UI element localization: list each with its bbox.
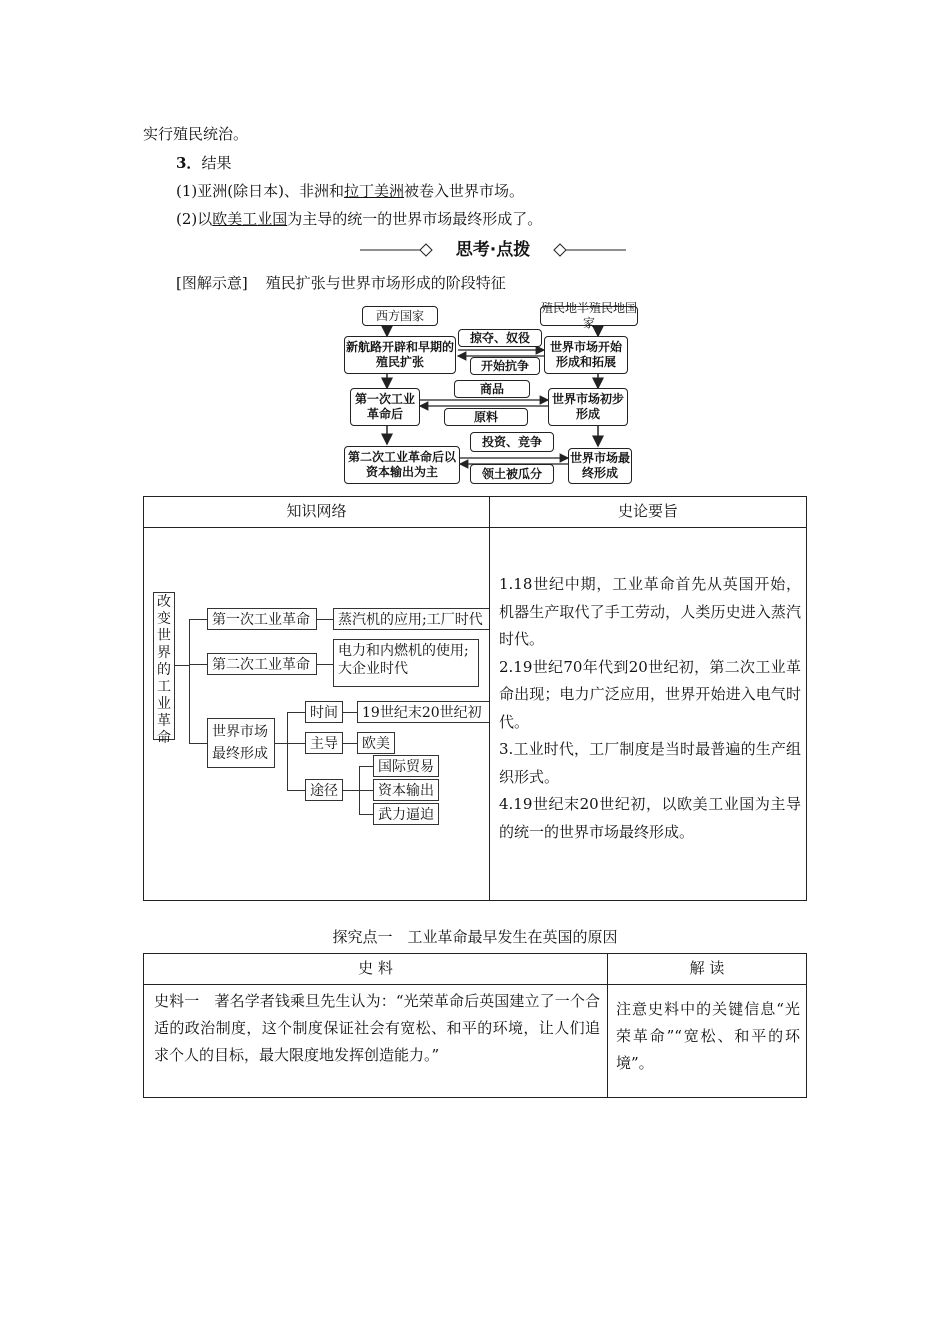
tree-time-leaf: 19世纪末20世纪初: [357, 701, 489, 723]
b2-leaf-connector: [317, 664, 333, 665]
tree-way: 途径: [305, 779, 343, 801]
tree-way-leaf-3: 武力逼迫: [373, 803, 439, 825]
header-reading: 解 读: [689, 959, 725, 977]
inquiry-title: 探究点一 工业革命最早发生在英国的原因: [332, 928, 618, 946]
way-connector: [287, 790, 305, 791]
result-item-2: [176, 209, 542, 229]
inquiry-header-rule: [144, 984, 806, 985]
banner: [358, 238, 628, 262]
b3-spine: [287, 712, 288, 790]
tree-lead: 主导: [305, 732, 343, 754]
point-item: 3.工业时代，工厂制度是当时最普遍的生产组织形式。: [499, 740, 801, 786]
section-heading: [176, 153, 231, 173]
section-title: 结果: [201, 154, 232, 172]
table-divider: [489, 497, 490, 900]
tree-way-leaf-1: 国际贸易: [373, 755, 439, 777]
flow-colony: 殖民地半殖民地国家: [541, 301, 638, 330]
way-spine-connector: [343, 790, 359, 791]
flow-arrow-1-bottom: 开始抗争: [470, 357, 540, 375]
flow-arrow-2-top: 商品: [454, 380, 530, 398]
b2-connector: [189, 664, 207, 665]
tree-branch-1-leaf: 蒸汽机的应用;工厂时代: [333, 608, 489, 630]
lead-leaf-connector: [343, 743, 357, 744]
flow-arrow-3-top: 投资、竞争: [470, 432, 554, 452]
root-connector: [175, 665, 189, 666]
caption-title: 殖民扩张与世界市场形成的阶段特征: [265, 274, 506, 292]
tree-lead-leaf: 欧美: [357, 732, 395, 754]
flow-diagram: [330, 300, 640, 490]
tree-root: 改变世界的工业革命: [153, 592, 175, 740]
knowledge-table: [143, 496, 807, 901]
flow-market-3: 世界市场最终形成: [568, 448, 632, 484]
source-text: 史料一 著名学者钱乘旦先生认为：“光荣革命后英国建立了一个合适的政治制度，这个制度保证社会有宽松、和平的环境，让人们追求个人的目标，最大限度地发挥创造能力。”: [154, 992, 600, 1064]
tree-time: 时间: [305, 701, 343, 723]
time-leaf-connector: [343, 712, 357, 713]
flow-market-1: 世界市场开始形成和拓展: [544, 336, 628, 374]
tree-branch-2-leaf: 电力和内燃机的使用;大企业时代: [333, 639, 479, 687]
tree-branch-1: 第一次工业革命: [207, 608, 317, 630]
result-item-1: [176, 181, 524, 201]
intro-line: 实行殖民统治。: [143, 125, 249, 143]
diagram-caption: [176, 273, 506, 293]
knowledge-tree: [144, 528, 489, 900]
points-list: [499, 571, 801, 846]
flow-arrow-2-bottom: 原料: [444, 408, 528, 426]
result-item-2-underline: 欧美工业国: [212, 210, 288, 228]
b3-connector: [189, 743, 207, 744]
banner-title: 思考·点拨: [455, 240, 531, 260]
result-item-1-pre: (1)亚洲(除日本)、非洲和: [176, 182, 344, 200]
result-item-2-post: 为主导的统一的世界市场最终形成了。: [287, 210, 543, 228]
b3-spine-connector: [275, 743, 287, 744]
inquiry-table: [143, 953, 807, 1098]
point-item: 2.19世纪70年代到20世纪初，第二次工业革命出现；电力广泛应用，世界开始进入电气时代。: [499, 657, 801, 731]
header-knowledge: 知识网络: [286, 502, 347, 520]
flow-arrow-1-top: 掠夺、奴役: [458, 329, 542, 347]
header-points: 史论要旨: [617, 502, 678, 520]
flow-stage-2: 第一次工业革命后: [350, 388, 420, 426]
flow-stage-1: 新航路开辟和早期的殖民扩张: [344, 336, 456, 374]
result-item-1-post: 被卷入世界市场。: [403, 182, 524, 200]
point-item: 1.18世纪中期，工业革命首先从英国开始，机器生产取代了手工劳动，人类历史进入蒸汽时代。: [499, 575, 801, 648]
point-item: 4.19世纪末20世纪初，以欧美工业国为主导的统一的世界市场最终形成。: [499, 795, 801, 841]
tree-branch-3: 世界市场最终形成: [207, 718, 275, 768]
way-leaf-1-connector: [359, 766, 373, 767]
reading-text: 注意史料中的关键信息“光荣革命”“宽松、和平的环境”。: [616, 1000, 800, 1072]
tree-way-leaf-2: 资本输出: [373, 779, 439, 801]
b1-connector: [189, 619, 207, 620]
b1-leaf-connector: [317, 619, 333, 620]
flow-stage-3: 第二次工业革命后以资本输出为主: [344, 446, 460, 484]
way-leaf-2-connector: [359, 790, 373, 791]
result-item-2-pre: (2)以: [176, 210, 213, 228]
caption-tag: [图解示意]: [176, 274, 248, 292]
lead-connector: [287, 743, 305, 744]
root-spine: [189, 619, 190, 744]
flow-west: 西方国家: [362, 306, 438, 326]
header-source: 史 料: [358, 959, 393, 977]
flow-arrow-3-bottom: 领土被瓜分: [470, 464, 554, 484]
section-number: 3．: [176, 154, 202, 172]
tree-branch-2: 第二次工业革命: [207, 653, 317, 675]
way-leaf-3-connector: [359, 814, 373, 815]
result-item-1-underline: 拉丁美洲: [343, 182, 404, 200]
flow-market-2: 世界市场初步形成: [548, 388, 628, 426]
time-connector: [287, 712, 305, 713]
